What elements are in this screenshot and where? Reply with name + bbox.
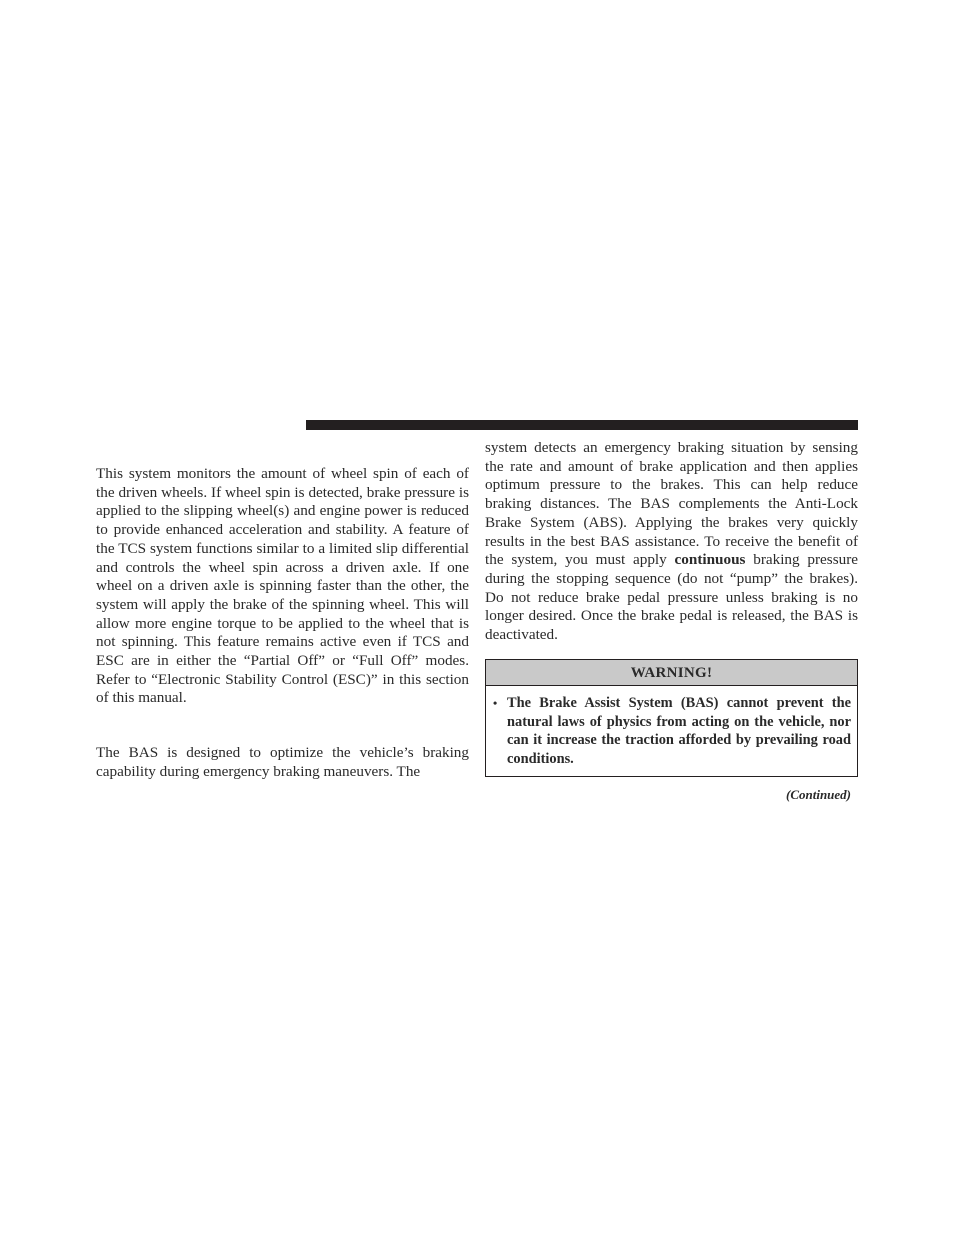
- bas-text-part2: braking pressure during the stopping sequence (do not “pump” the brakes). Do not reduce brake pedal pressure unless braking is no longer desired. Once the brake pedal is released, the BAS is deactivated.: [485, 551, 859, 644]
- section-header-bar: [306, 420, 858, 430]
- bas-text-part1: system detects an emergency braking situation by sensing the rate and amount of brake application and then applies optimum pressure to the brakes. This can help reduce braking distances. The BAS complements the Anti-Lock Brake System (ABS). Applying the brakes very quickly results in the best BAS assistance. To receive the benefit of the system, you must apply: [485, 439, 858, 569]
- bullet-icon: •: [493, 696, 498, 710]
- warning-title: WARNING!: [486, 660, 857, 686]
- right-column: [485, 439, 858, 645]
- warning-box: [485, 659, 858, 777]
- tcs-paragraph: This system monitors the amount of wheel spin of each of the driven wheels. If wheel spin is detected, brake pressure is applied to the slipping wheel(s) and engine power is reduced to provide enhanced acceleration and stability. A feature of the TCS system functions similar to a limited slip differential and controls the wheel spin across a driven axle. If one wheel on a driven axle is spinning faster than the other, the system will apply the brake of the spinning wheel. This will allow more engine torque to be applied to the wheel that is not spinning. This feature remains active even if TCS and ESC are in either the “Partial Off” or “Full Off” modes. Refer to “Electronic Stability Control (ESC)” in this section of this manual.: [96, 465, 469, 707]
- bas-description-paragraph: [485, 439, 858, 645]
- bas-emphasis-continuous: continuous: [674, 551, 746, 569]
- warning-item: [486, 686, 857, 769]
- warning-text: The Brake Assist System (BAS) cannot prevent the natural laws of physics from acting on the vehicle, nor can it increase the traction afforded by prevailing road conditions.: [507, 695, 851, 768]
- left-column: [96, 465, 469, 782]
- continued-label: (Continued): [785, 787, 851, 802]
- bas-intro-paragraph: The BAS is designed to optimize the vehicle’s braking capability during emergency braking maneuvers. The: [96, 744, 469, 780]
